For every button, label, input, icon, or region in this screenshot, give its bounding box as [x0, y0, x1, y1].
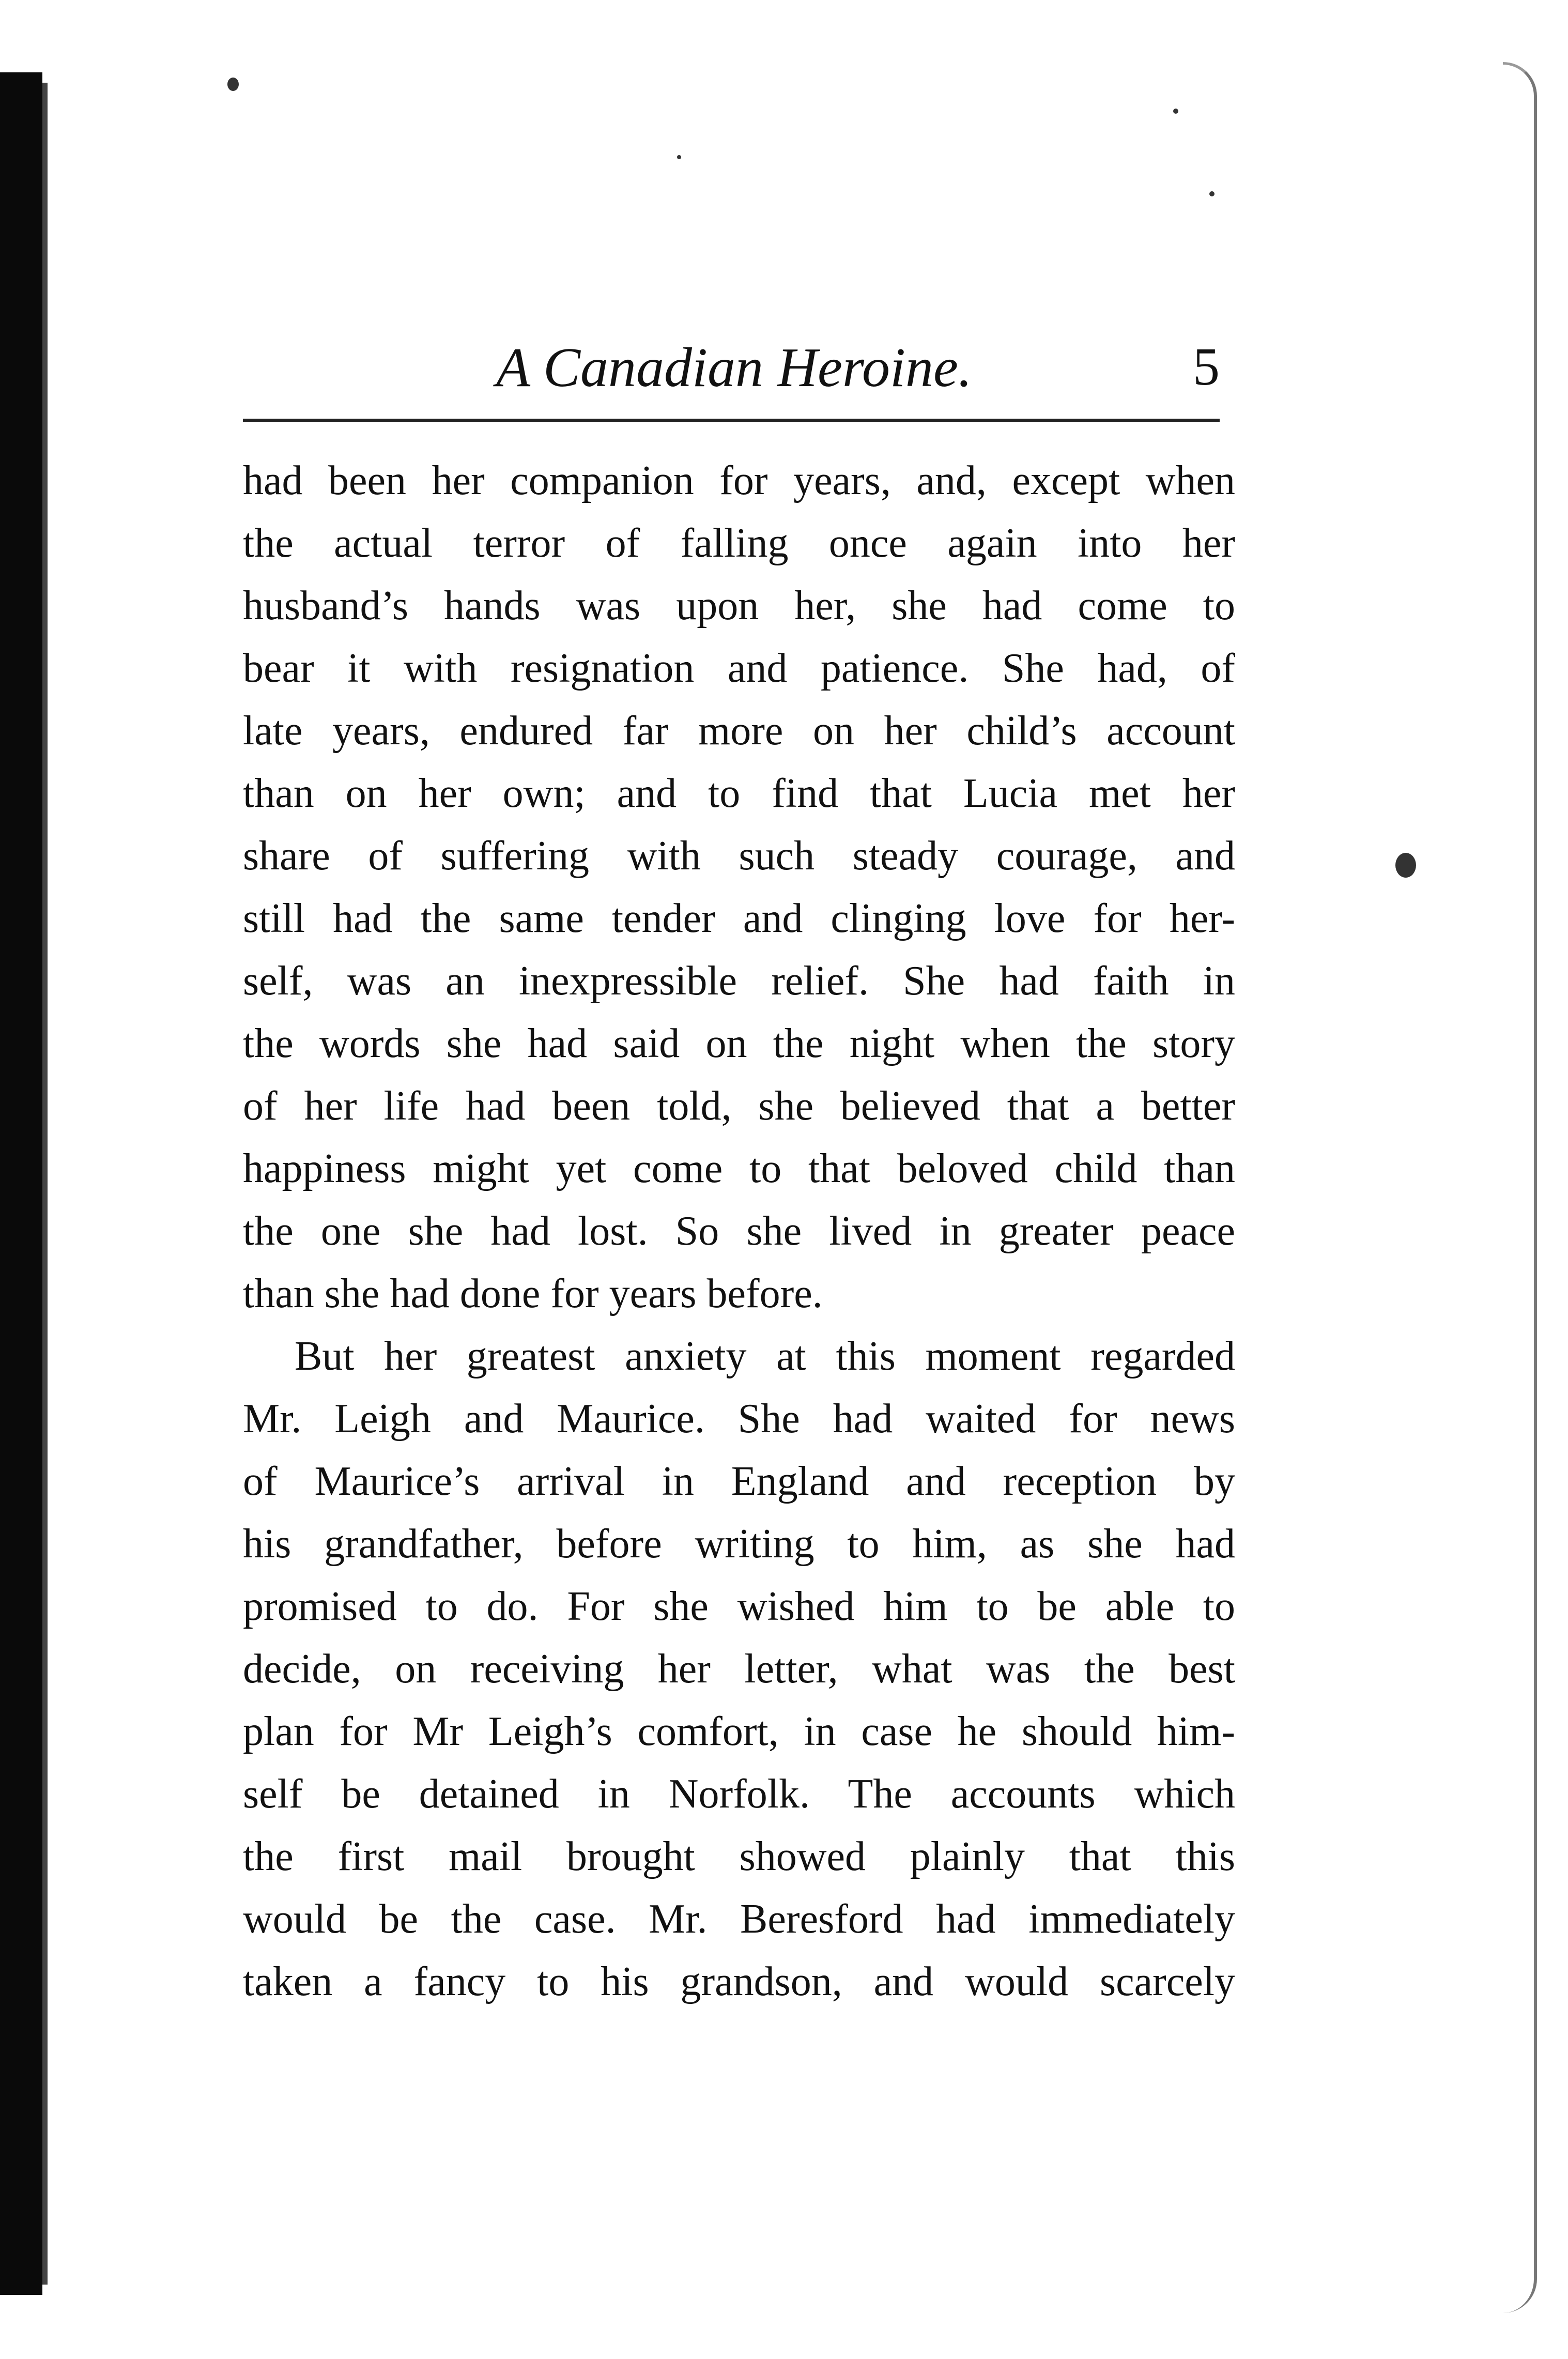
text-line: late years, endured far more on her child’s account	[243, 708, 1235, 754]
text-line: Mr. Leigh and Maurice. She had waited for news	[243, 1396, 1235, 1442]
text-line: his grandfather, before writing to him, as she had	[243, 1521, 1235, 1567]
book-spine-shadow	[0, 72, 42, 2295]
paragraph-2	[243, 1325, 1235, 2013]
scan-speck	[1395, 853, 1416, 878]
text-line: than on her own; and to find that Lucia met her	[243, 771, 1235, 816]
text-line: happiness might yet come to that beloved child than	[243, 1146, 1235, 1191]
text-line: decide, on receiving her letter, what was the best	[243, 1646, 1235, 1692]
scan-speck	[1173, 109, 1178, 114]
text-line: the words she had said on the night when the story	[243, 1021, 1235, 1066]
text-line: self, was an inexpressible relief. She had faith in	[243, 958, 1235, 1004]
text-line: the first mail brought showed plainly that this	[243, 1834, 1235, 1879]
scan-speck	[1209, 191, 1215, 196]
text-line: plan for Mr Leigh’s comfort, in case he should him-	[243, 1709, 1235, 1754]
body-text	[243, 450, 1235, 2238]
page-number: 5	[1193, 337, 1220, 396]
running-title: A Canadian Heroine.	[496, 337, 972, 399]
scan-speck	[677, 155, 681, 159]
text-line: husband’s hands was upon her, she had come to	[243, 583, 1235, 629]
text-line: promised to do. For she wished him to be able to	[243, 1584, 1235, 1629]
paragraph-1	[243, 450, 1235, 1325]
text-line: had been her companion for years, and, except when	[243, 458, 1235, 503]
text-line: bear it with resignation and patience. She had, of	[243, 646, 1235, 691]
scan-speck	[227, 78, 239, 91]
text-line: the one she had lost. So she lived in greater peace	[243, 1208, 1235, 1254]
text-line: But her greatest anxiety at this moment regarded	[295, 1334, 1235, 1379]
text-line: self be detained in Norfolk. The accounts which	[243, 1771, 1235, 1817]
text-line: still had the same tender and clinging love for her-	[243, 896, 1235, 941]
header-rule	[243, 419, 1220, 422]
page-header	[243, 315, 1220, 403]
text-line: of Maurice’s arrival in England and reception by	[243, 1459, 1235, 1504]
text-line: the actual terror of falling once again into her	[243, 520, 1235, 566]
text-line: taken a fancy to his grandson, and would scarcely	[243, 1959, 1235, 2004]
page-edge	[1503, 62, 1537, 2313]
book-spine-edge	[42, 83, 48, 2285]
text-line: of her life had been told, she believed that a better	[243, 1083, 1235, 1129]
text-line: than she had done for years before.	[243, 1271, 823, 1316]
text-line: would be the case. Mr. Beresford had immediately	[243, 1896, 1235, 1942]
text-line: share of suffering with such steady courage, and	[243, 833, 1235, 879]
